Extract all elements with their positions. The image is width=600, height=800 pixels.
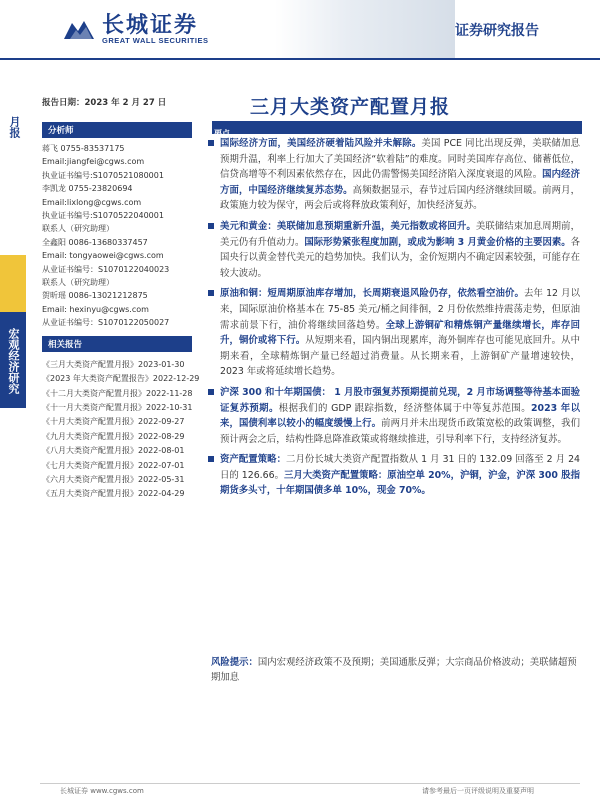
page-footer [0, 783, 600, 800]
key-points-label: 要点 [214, 129, 230, 138]
related-report-link[interactable]: 《九月大类资产配置月报》2022-08-29 [42, 431, 185, 441]
logo-chinese-name: 长城证券 [102, 12, 199, 38]
key-point-paragraph [208, 452, 580, 499]
related-reports-list [42, 358, 200, 502]
bullet-square-icon [208, 389, 214, 395]
key-point-body: 二月份长城大类资产配置指数从 1 月 31 日的 132.09 回落至 2 月 24 日的 126.66。 [220, 454, 580, 481]
analyst-line: 执业证书编号:S1070522040001 [42, 211, 164, 221]
cycle-label: 月报 [8, 116, 21, 138]
analyst-line: 联系人（研究助理） [42, 278, 114, 288]
footer-divider [40, 783, 580, 784]
analyst-line[interactable]: Email: tongyaowei@cgws.com [42, 251, 164, 261]
analyst-line[interactable]: Email:lixlong@cgws.com [42, 197, 142, 207]
key-point-body: 根据我们的 GDP 跟踪指数，经济整体属于中等复苏范围。 [278, 402, 532, 414]
analyst-line: 李凯龙 0755-23820694 [42, 184, 133, 194]
sidebar [42, 96, 200, 502]
key-point-lead: 美元和黄金：美联储加息预期重新升温，美元指数或将回升。 [220, 220, 476, 232]
risk-text: 国内宏观经济政策不及预期；美国通胀反弹；大宗商品价格波动；美联储超预期加息 [211, 657, 577, 684]
report-title: 三月大类资产配置月报 [250, 96, 451, 118]
analyst-line: 联系人（研究助理） [42, 224, 114, 234]
analyst-section-header: 分析师 [42, 122, 192, 138]
key-point-body: 从短期来看，国内铜出现累库，海外铜库存也可能见底回升。从中期来看，全球精炼铜产量已经超过消费量。从长期来看，上游铜矿产量增速较快，2023 年或将延续增长趋势。 [220, 335, 580, 378]
related-section-header: 相关报告 [42, 336, 192, 352]
risk-label: 风险提示： [211, 657, 258, 668]
key-points-body [208, 136, 580, 504]
analyst-list [42, 142, 192, 330]
report-header [0, 0, 600, 60]
key-point-lead: 三月大类资产配置策略：原油空单 20%，沪铜，沪金，沪深 300 股指期货多头寸，十年期国债多单 10%，现金 70%。 [220, 469, 580, 497]
key-point-lead: 国际形势紧张程度加剧，或成为影响 3 月黄金价格的主要因素。 [304, 236, 571, 248]
great-wall-logo-icon [62, 17, 96, 43]
key-point-body: 美国 PCE 同比出现反弹，美联储加息预期升温，利率上行加大了美国经济“软着陆”的难度。同时美国库存高位、储蓄低位，信贷高增等不利因素依然存在，因此仍需警惕美国经济陷入深度衰退的风险。 [220, 138, 580, 181]
analyst-line: 贺昕瑶 0086-13021212875 [42, 291, 148, 301]
analyst-line: 蒋飞 0755-83537175 [42, 144, 125, 153]
accent-band [0, 255, 26, 312]
key-point-lead: 国际经济方面，美国经济硬着陆风险并未解除。 [220, 138, 422, 149]
bullet-square-icon [208, 290, 214, 296]
logo-english-name: GREAT WALL SECURITIES [102, 36, 209, 45]
bullet-square-icon [208, 223, 214, 229]
related-report-link[interactable]: 《2023 年大类资产配置报告》2022-12-29 [42, 374, 200, 384]
analyst-line: 执业证书编号:S1070521080001 [42, 170, 164, 180]
bullet-square-icon [208, 456, 214, 462]
analyst-line: 全鑫阳 0086-13680337457 [42, 237, 148, 247]
bullet-square-icon [208, 140, 214, 146]
great-wall-banner-image [275, 0, 455, 58]
related-report-link[interactable]: 《七月大类资产配置月报》2022-07-01 [42, 460, 185, 470]
key-point-body: 去年 12 月以来，国际原油价格基本在 75-85 美元/桶之间徘徊，2 月份依然维持震荡走势，但原油需求前景下行，油价将继续回落趋势。 [220, 288, 580, 331]
key-point-lead: 资产配置策略： [220, 454, 287, 466]
header-divider [0, 58, 600, 60]
analyst-line[interactable]: Email:jiangfei@cgws.com [42, 157, 145, 167]
key-point-body: 前两月并未出现货币政策宽松的政策调整，我们预计两会之后，结构性降息降准政策或将继续推进，引导利率下行，支持经济复苏。 [220, 418, 580, 445]
related-report-link[interactable]: 《五月大类资产配置月报》2022-04-29 [42, 489, 185, 499]
footer-website[interactable]: 长城证券 www.cgws.com [60, 787, 144, 795]
brand-logo [62, 14, 208, 45]
related-report-link[interactable]: 《十月大类资产配置月报》2022-09-27 [42, 417, 185, 427]
risk-warning [211, 655, 579, 686]
report-date: 报告日期：2023 年 2 月 27 日 [42, 98, 167, 108]
report-type: 证券研究报告 [455, 23, 539, 39]
related-report-link[interactable]: 《八月大类资产配置月报》2022-08-01 [42, 446, 185, 456]
key-point-body: 美联储结束加息周期前，美元仍有升值动力。 [220, 220, 580, 248]
related-report-link[interactable]: 《六月大类资产配置月报》2022-05-31 [42, 474, 185, 484]
key-point-lead: 国内经济方面，中国经济继续复苏态势。 [220, 169, 580, 196]
key-point-lead: 沪深 300 和十年期国债： 1 月股市强复苏预期提前兑现，2 月市场调整等待基本面验证复苏预期。 [220, 386, 580, 414]
footer-disclaimer: 请参考最后一页评级说明及重要声明 [422, 787, 534, 795]
topic-label: 宏观经济研究 [7, 328, 20, 394]
key-point-paragraph [208, 385, 580, 447]
key-point-lead: 原油和铜：短周期原油库存增加，长周期衰退风险仍存，依然看空油价。 [220, 288, 524, 300]
key-point-lead: 全球上游铜矿和精炼铜产量继续增长，库存回升，铜价或将下行。 [220, 319, 580, 347]
related-report-link[interactable]: 《十二月大类资产配置月报》2022-11-28 [42, 388, 193, 398]
key-point-paragraph [208, 219, 580, 281]
key-point-lead: 2023 年以来，国债利率以较小的幅度缓慢上行。 [220, 402, 580, 430]
analyst-line: 从业证书编号：S1070122050027 [42, 318, 170, 328]
key-point-body: 高频数据显示，春节过后国内经济继续回暖。前两月，政策施力较为保守，两会后或将释放政策利好，加快经济复苏。 [220, 184, 580, 212]
related-report-link[interactable]: 《十一月大类资产配置月报》2022-10-31 [42, 402, 193, 412]
related-report-link[interactable]: 《三月大类资产配置月报》2023-01-30 [42, 359, 185, 369]
key-point-body: 各国央行以黄金替代美元的趋势加快。我们认为，金价短期内不确定因素较强，可能存在较大波动。 [220, 236, 580, 279]
analyst-line[interactable]: Email: hexinyu@cgws.com [42, 304, 149, 314]
key-point-paragraph [208, 136, 580, 214]
analyst-line: 从业证书编号：S1070122040023 [42, 264, 170, 274]
key-points-bar [212, 121, 582, 138]
key-point-paragraph [208, 286, 580, 380]
left-category-stripe [0, 60, 26, 800]
